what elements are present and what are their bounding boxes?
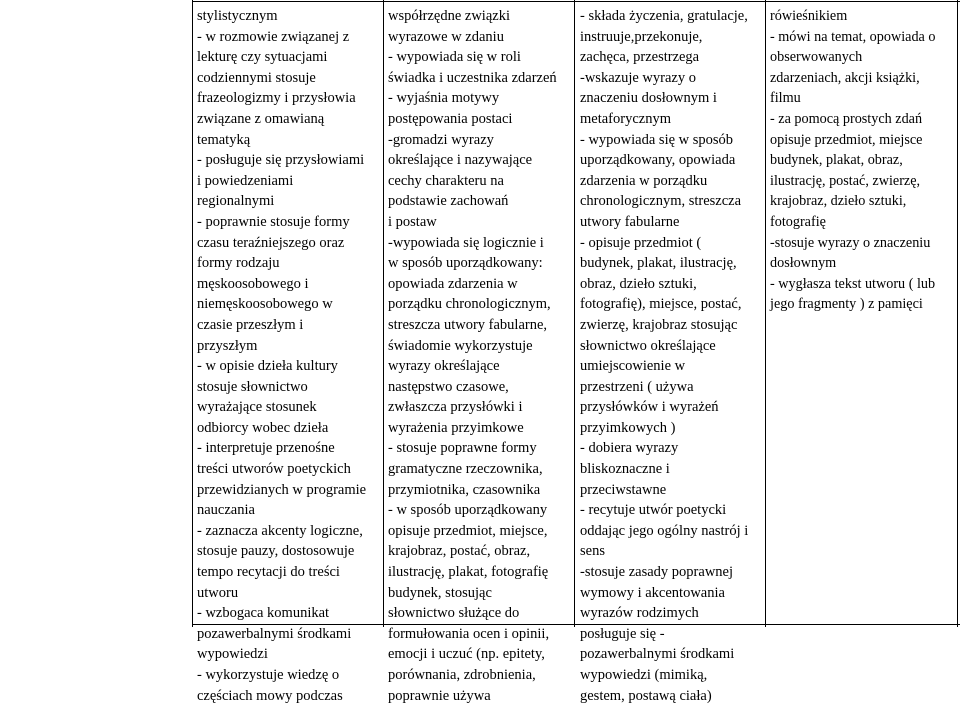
text-line: - wygłasza tekst utworu ( lub [770,275,936,292]
text-line: nauczania [197,502,255,519]
text-line: opisuje przedmiot, miejsce [770,131,923,148]
text-line: w sposób uporządkowany: [388,255,543,272]
text-line: - za pomocą prostych zdań [770,110,923,127]
text-line: opowiada zdarzenia w [388,275,518,292]
text-line: - wypowiada się w sposób [580,131,734,148]
text-line: regionalnymi [197,193,275,210]
text-line: czasu teraźniejszego oraz [197,234,345,251]
text-line: wymowy i akcentowania [580,584,725,601]
text-line: poprawnie używa [388,687,491,704]
text-line: tempo recytacji do treści [197,564,340,581]
text-line: wypowiedzi [197,646,268,663]
text-line: sens [580,543,605,560]
text-line: - wzbogaca komunikat [197,605,330,622]
text-line: wyrazy określające [388,358,500,375]
text-line: - w sposób uporządkowany [388,502,548,519]
text-line: porównania, zdrobnienia, [388,667,536,683]
text-line: i postaw [388,213,437,230]
text-line: formy rodzaju [197,255,280,272]
text-line: krajobraz, postać, obraz, [388,543,531,560]
text-line: krajobraz, dzieło sztuki, [770,193,907,210]
text-line: - składa życzenia, gratulacje, [580,8,748,24]
text-line: frazeologizmy i przysłowia [197,90,356,107]
text-line: oddając jego ogólny nastrój i [580,522,749,539]
text-line: tematyką [197,131,251,148]
text-line: rówieśnikiem [770,8,848,24]
text-line: utwory fabularne [580,213,680,230]
text-line: budynek, plakat, obraz, [770,152,903,169]
text-line: przyimkowych ) [580,419,676,436]
column-border-left [192,0,193,627]
text-line: częściach mowy podczas [197,687,343,704]
text-line: cechy charakteru na [388,172,504,189]
text-line: streszcza utwory fabularne, [388,316,548,333]
text-line: treści utworów poetyckich [197,461,351,478]
text-line: wyrażenia przyimkowe [388,419,524,436]
text-line: niemęskoosobowego w [197,296,333,313]
text-line: uporządkowany, opowiada [580,152,736,169]
text-line: czasie przeszłym i [197,316,304,333]
text-line: - mówi na temat, opowiada o [770,28,936,45]
column-border-2 [574,0,575,627]
text-line: -stosuje wyrazy o znaczeniu [770,234,931,251]
text-line: postępowania postaci [388,110,513,127]
table-cell-col-1 [197,6,366,706]
column-border-right [957,0,958,627]
text-line: -wypowiada się logicznie i [388,234,544,251]
text-line: - wyjaśnia motywy [388,90,500,107]
text-line: świadka i uczestnika zdarzeń [388,69,557,86]
text-line: -stosuje zasady poprawnej [580,564,734,581]
text-line: porządku chronologicznym, [388,296,551,313]
text-line: - stosuje poprawne formy [388,440,537,457]
text-line: związane z omawianą [197,110,325,127]
text-line: obserwowanych [770,49,863,66]
text-line: ilustrację, postać, zwierzę, [770,172,921,189]
text-line: przewidzianych w programie [197,481,367,498]
text-line: następstwo czasowe, [388,378,509,395]
text-line: budynek, stosując [388,584,492,601]
text-line: słownictwo określające [580,337,716,354]
text-line: męskoosobowego i [197,275,309,292]
text-line: przeciwstawne [580,481,667,498]
text-line: wyrażające stosunek [197,399,317,416]
text-line: opisuje przedmiot, miejsce, [388,522,548,539]
text-line: -wskazuje wyrazy o [580,69,696,86]
column-border-1 [383,0,384,627]
text-line: zdarzeniach, akcji książki, [770,69,920,86]
text-line: - opisuje przedmiot ( [580,234,702,251]
text-line: instruuje,przekonuje, [580,28,703,45]
text-line: jego fragmenty ) z pamięci [770,296,923,313]
text-line: budynek, plakat, ilustrację, [580,255,737,272]
text-line: i powiedzeniami [197,172,294,189]
text-line: chronologicznym, streszcza [580,193,742,210]
text-line: wypowiedzi (mimiką, [580,667,708,683]
text-line: - w opisie dzieła kultury [197,358,338,375]
text-line: znaczeniu dosłownym i [580,90,717,107]
text-line: bliskoznaczne i [580,461,670,478]
text-line: gestem, postawą ciała) [580,687,712,704]
text-line: posługuje się - [580,625,665,642]
text-line: stosuje pauzy, dostosowuje [197,543,355,560]
table-cell-col-3 [580,6,763,706]
column-border-3 [765,0,766,627]
text-line: odbiorcy wobec dzieła [197,419,329,436]
text-line: podstawie zachowań [388,193,509,210]
text-line: ilustrację, plakat, fotografię [388,564,549,581]
text-line: stosuje słownictwo [197,378,308,395]
text-line: zachęca, przestrzega [580,49,700,66]
text-line: pozawerbalnymi środkami [580,646,735,663]
text-line: - poprawnie stosuje formy [197,213,350,230]
text-line: przestrzeni ( używa [580,378,694,395]
text-line: określające i nazywające [388,152,533,169]
table-cell-col-4 [770,6,935,315]
text-line: emocji i uczuć (np. epitety, [388,646,545,663]
text-line: - dobiera wyrazy [580,440,679,457]
text-line: fotografię [770,213,826,230]
text-line: stylistycznym [197,8,278,24]
text-line: przymiotnika, czasownika [388,481,541,498]
text-line: zdarzenia w porządku [580,172,708,189]
text-line: fotografię), miejsce, postać, [580,296,742,313]
text-line: codziennymi stosuje [197,69,316,86]
text-line: gramatyczne rzeczownika, [388,461,543,478]
text-line: - wypowiada się w roli [388,49,521,66]
text-line: lekturę czy sytuacjami [197,49,328,66]
table-top-border [192,1,960,2]
text-line: -gromadzi wyrazy [388,131,494,148]
text-line: - wykorzystuje wiedzę o [197,667,340,683]
text-line: - recytuje utwór poetycki [580,502,727,519]
text-line: - zaznacza akcenty logiczne, [197,522,363,539]
text-line: słownictwo służące do [388,605,520,622]
text-line: zwierzę, krajobraz stosując [580,316,738,333]
text-line: wyrazowe w zdaniu [388,28,504,45]
text-line: metaforycznym [580,110,671,127]
text-line: wyrazów rodzimych [580,605,699,622]
text-line: - w rozmowie związanej z [197,28,350,45]
text-line: obraz, dzieło sztuki, [580,275,697,292]
text-line: utworu [197,584,239,601]
text-line: - interpretuje przenośne [197,440,335,457]
text-line: pozawerbalnymi środkami [197,625,352,642]
text-line: formułowania ocen i opinii, [388,625,550,642]
text-line: dosłownym [770,255,837,272]
text-line: umiejscowienie w [580,358,686,375]
text-line: - posługuje się przysłowiami [197,152,365,169]
text-line: przysłówków i wyrażeń [580,399,719,416]
table-cell-col-2 [388,6,557,706]
text-line: przyszłym [197,337,258,354]
text-line: filmu [770,90,801,107]
text-line: zwłaszcza przysłówki i [388,399,523,416]
text-line: świadomie wykorzystuje [388,337,533,354]
text-line: współrzędne związki [388,8,510,24]
